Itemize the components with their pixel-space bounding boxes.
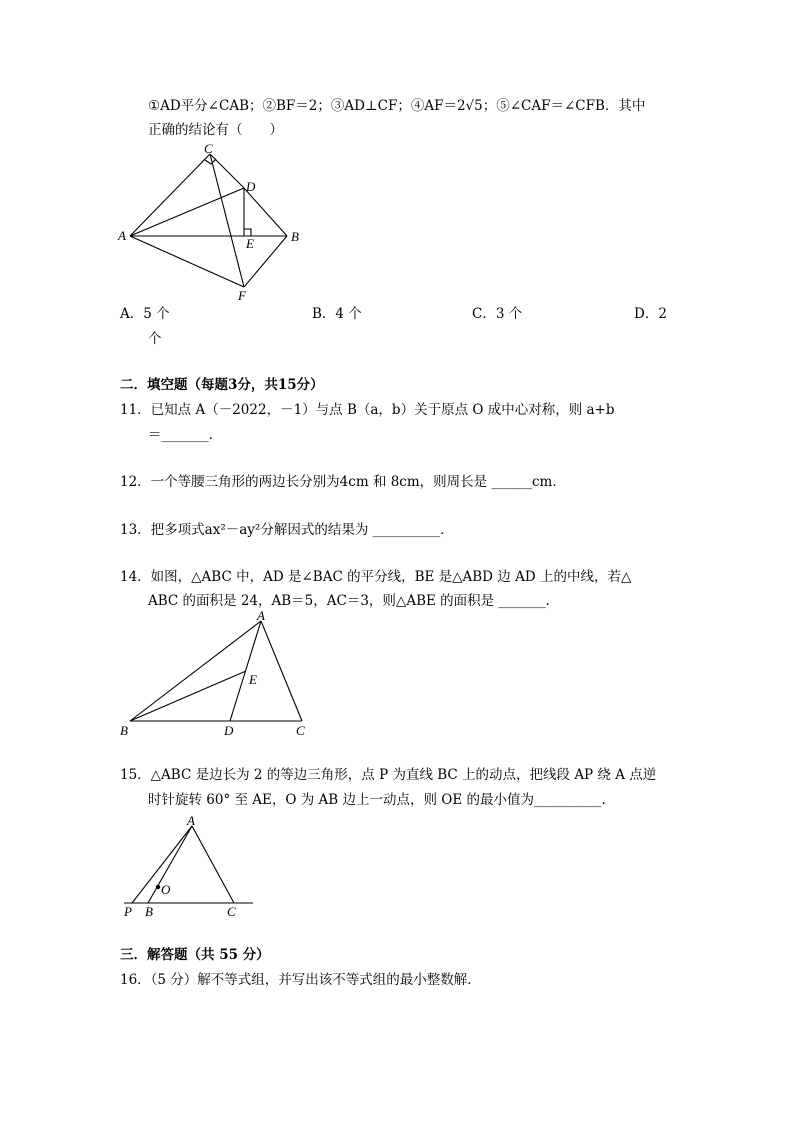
q11-line1: 11．已知点 A（－2022，－1）与点 B（a，b）关于原点 O 成中心对称，则 a+b: [120, 402, 615, 418]
label-p: P: [124, 904, 132, 919]
q14-line1: 14．如图，△ABC 中，AD 是∠BAC 的平分线，BE 是△ABD 边 AD 上的中线，若△: [120, 569, 632, 585]
label-d: D: [224, 723, 234, 738]
q14-figure: [110, 608, 320, 743]
section2-heading: 二．填空题（每题3分，共15分）: [120, 377, 324, 393]
segment-ac: [261, 621, 302, 721]
q10-option-d: D．2: [634, 306, 667, 322]
right-angle-e: [244, 229, 251, 236]
q12-text: 12．一个等腰三角形的两边长分别为4cm 和 8cm，则周长是 ______cm．: [120, 474, 566, 490]
q10-statement-line2: 正确的结论有（ ）: [148, 122, 283, 138]
q14-line2: ABC 的面积是 24，AB＝5，AC＝3，则△ABE 的面积是 _______．: [148, 593, 560, 609]
right-angle-c: [205, 159, 216, 164]
label-f: F: [238, 288, 246, 303]
q10-statement-line1: ①AD平分∠CAB；②BF＝2；③AD⊥CF；④AF＝2√5；⑤∠CAF＝∠CFB．其中: [148, 98, 646, 114]
label-o: O: [161, 882, 171, 897]
label-a: A: [118, 228, 126, 243]
q15-line1: 15．△ABC 是边长为 2 的等边三角形，点 P 为直线 BC 上的动点，把线段 AP 绕 A 点逆: [120, 767, 657, 783]
q13-text: 13．把多项式ax²－ay²分解因式的结果为 __________．: [120, 522, 454, 538]
q10-option-d-cont: 个: [148, 331, 162, 347]
label-c: C: [296, 723, 305, 738]
q15-line2: 时针旋转 60° 至 AE，O 为 AB 边上一动点，则 OE 的最小值为__________．: [148, 792, 616, 808]
q16-text: 16．（5 分）解不等式组，并写出该不等式组的最小整数解．: [120, 972, 481, 988]
segment-ab: [130, 621, 261, 721]
segment-ad: [130, 188, 244, 236]
label-b: B: [291, 229, 299, 244]
section3-heading: 三．解答题（共 55 分）: [120, 947, 270, 963]
q15-figure: [110, 812, 265, 924]
label-a: A: [257, 608, 265, 623]
q10-option-a: A．5 个: [120, 306, 170, 322]
label-e: E: [249, 672, 257, 687]
point-o: [156, 885, 160, 889]
q10-option-c: C．3 个: [472, 306, 523, 322]
segment-be: [130, 671, 246, 721]
q11-line2: ＝_______．: [148, 427, 223, 443]
segment-ac: [192, 826, 234, 903]
label-d: D: [246, 179, 256, 194]
segment-cf: [210, 154, 244, 287]
label-c: C: [227, 904, 236, 919]
label-b: B: [120, 723, 128, 738]
label-e: E: [246, 236, 254, 251]
label-b: B: [145, 904, 153, 919]
segment-ac: [130, 154, 210, 236]
q10-figure: [110, 140, 310, 305]
segment-af: [130, 236, 244, 287]
label-c: C: [204, 141, 213, 156]
q10-option-b: B．4 个: [312, 306, 362, 322]
label-a: A: [187, 813, 195, 828]
segment-cd: [210, 154, 244, 188]
